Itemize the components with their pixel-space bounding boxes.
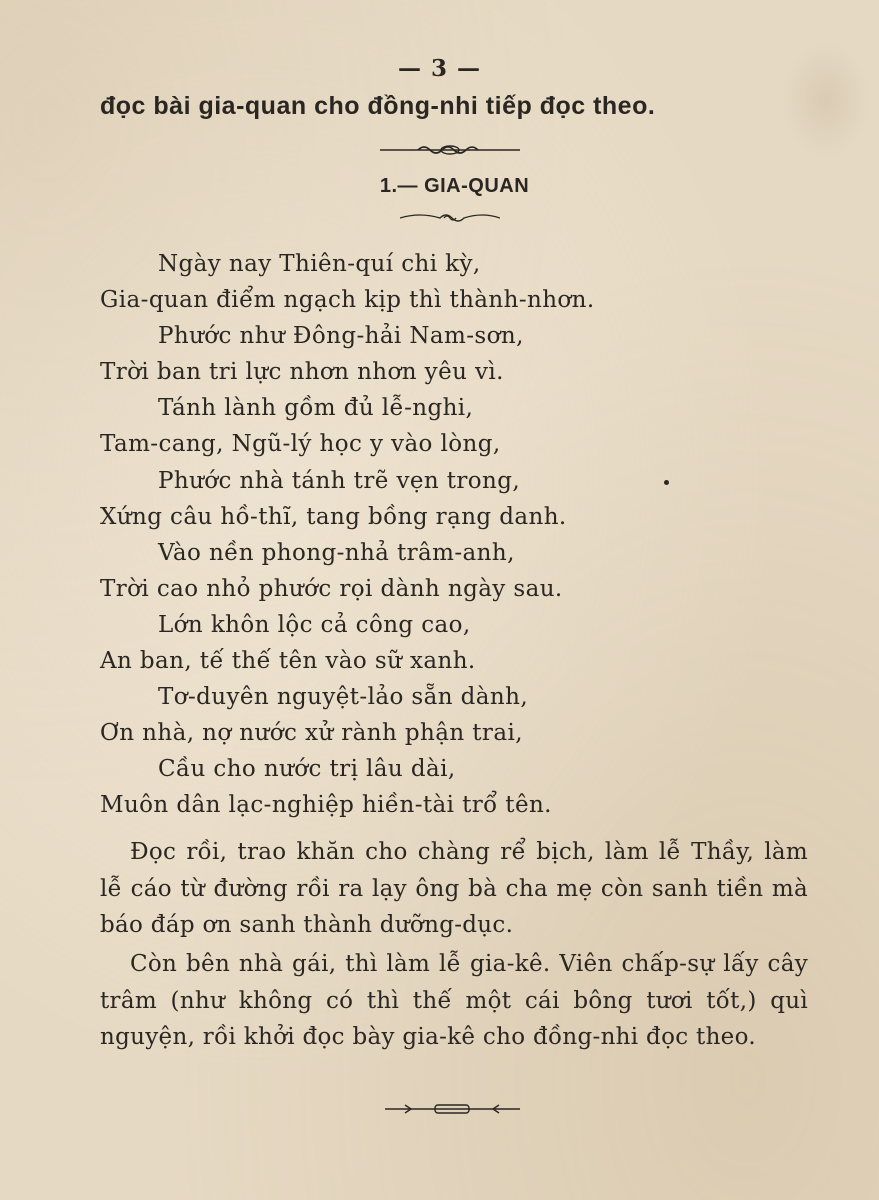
- poem-line: Phước nhà tánh trẽ vẹn trong,: [158, 467, 521, 494]
- poem: [100, 246, 800, 824]
- poem-line: Ngày nay Thiên-quí chi kỳ,: [158, 251, 481, 277]
- poem-line: Tánh lành gồm đủ lễ-nghi,: [158, 395, 474, 422]
- poem-line: An ban, tế thế tên vào sữ xanh.: [100, 648, 476, 675]
- paragraph-text: Đọc rồi, trao khăn cho chàng rể bịch, làm lễ Thầy, làm lễ cáo từ đường rồi ra lạy ông bà cha mẹ còn sanh tiền mà báo đáp ơn sanh thành dưỡng-dục.: [100, 839, 808, 938]
- poem-line: Tơ-duyên nguyệt-lảo sẵn dành,: [158, 684, 529, 711]
- poem-line: Cầu cho nước trị lâu dài,: [158, 756, 456, 783]
- poem-line: Xứng câu hồ-thĩ, tang bồng rạng danh.: [100, 503, 567, 530]
- ink-speck: [664, 480, 669, 485]
- section-title: 1.— GIA-QUAN: [379, 175, 530, 197]
- poem-line: Ơn nhà, nợ nước xử rành phận trai,: [100, 720, 523, 747]
- poem-line: Tam-cang, Ngũ-lý học y vào lòng,: [100, 431, 501, 458]
- poem-line: Phước như Đông-hải Nam-sơn,: [158, 323, 524, 350]
- ornament-swash-icon: [400, 210, 500, 224]
- intro-line: đọc bài gia-quan cho đồng-nhi tiếp đọc theo.: [100, 92, 656, 120]
- page-number: — 3 —: [397, 55, 482, 82]
- paragraph: [100, 834, 808, 944]
- poem-line: Trời cao nhỏ phước rọi dành ngày sau.: [100, 575, 563, 602]
- ornament-divider-icon: [385, 1102, 520, 1116]
- poem-line: Vào nền phong-nhả trâm-anh,: [158, 539, 515, 566]
- poem-line: Gia-quan điểm ngạch kịp thì thành-nhơn.: [100, 287, 595, 314]
- paragraph-text: Còn bên nhà gái, thì làm lễ gia-kê. Viên chấp-sự lấy cây trâm (như không có thì thế một cái bông tươi tốt,) quì nguyện, rồi khởi đọc bày gia-kê cho đồng-nhi đọc theo.: [100, 951, 808, 1050]
- poem-line: Lớn khôn lộc cả công cao,: [158, 611, 471, 638]
- ornament-divider-icon: [380, 142, 520, 158]
- paragraph: [100, 946, 808, 1056]
- poem-line: Muôn dân lạc-nghiệp hiền-tài trổ tên.: [100, 792, 552, 819]
- poem-line: Trời ban tri lực nhơn nhơn yêu vì.: [100, 359, 504, 386]
